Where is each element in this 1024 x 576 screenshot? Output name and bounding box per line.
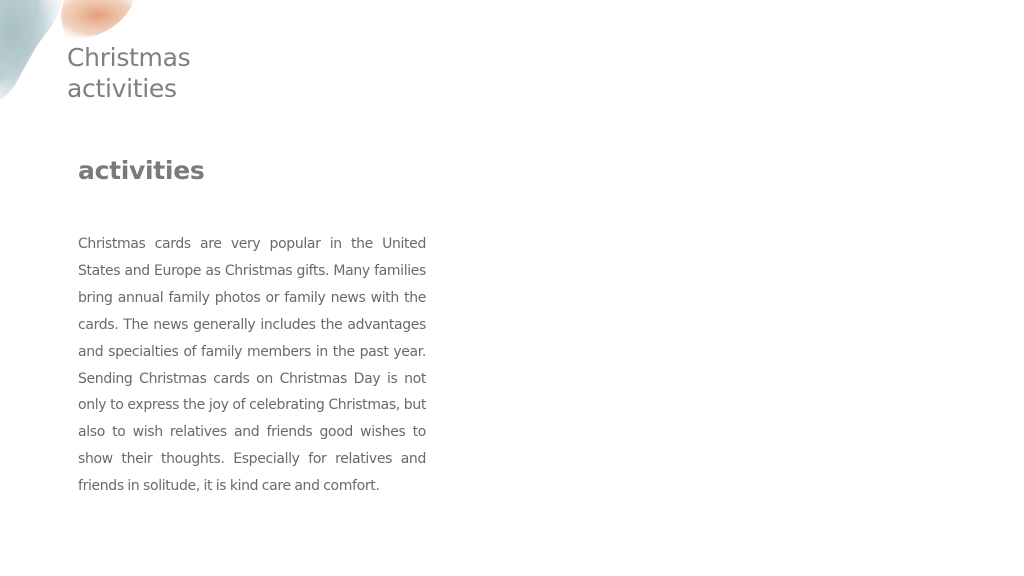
watercolor-teal-light (0, 0, 40, 84)
watercolor-peach-blob (61, 0, 134, 38)
slide-title: Christmas activities (67, 43, 191, 103)
watercolor-teal-blob (0, 0, 62, 100)
body-paragraph: Christmas cards are very popular in the United States and Europe as Christmas gifts. Many families bring annual family photos or family news with the cards. The news generally includes the advantages and specialties of family members in the past year. Sending Christmas cards on Christmas Day is not only to express the joy of celebrating Christmas, but also to wish relatives and friends good wishes to show their thoughts. Especially for relatives and friends in solitude, it is kind care and comfort. (78, 236, 426, 495)
section-heading: activities (78, 156, 205, 185)
